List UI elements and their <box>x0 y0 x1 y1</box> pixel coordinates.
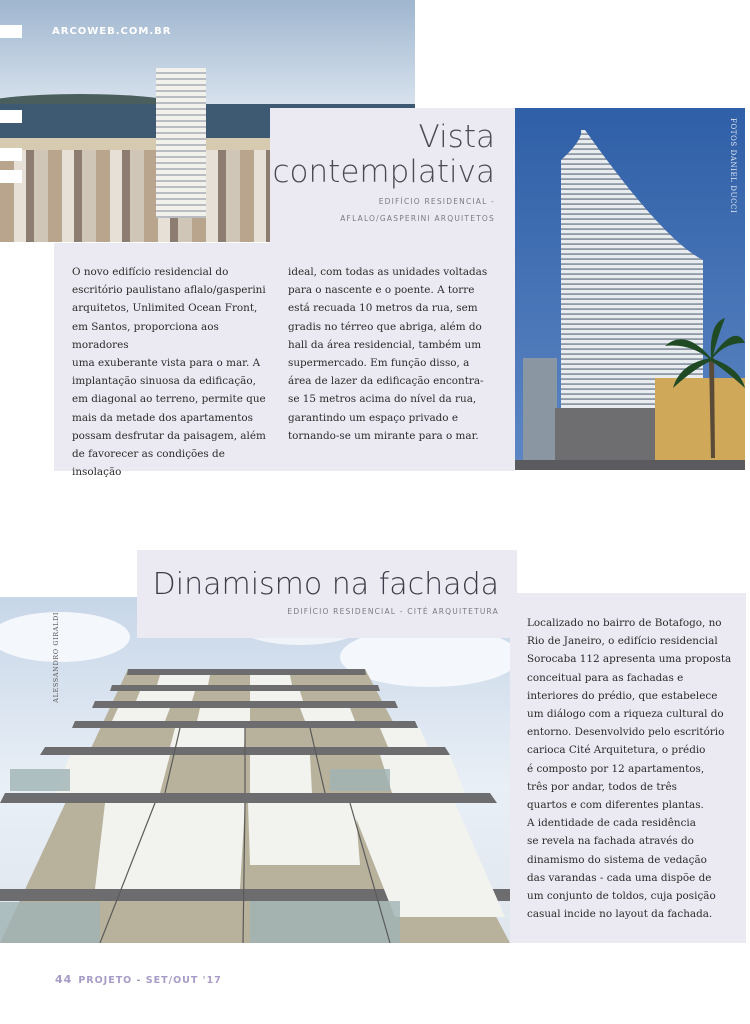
edge-tab <box>0 110 22 123</box>
site-label: ARCOWEB.COM.BR <box>52 26 172 37</box>
article1-body <box>54 243 515 479</box>
article1-subtitle-line1: EDIFÍCIO RESIDENCIAL - <box>378 197 495 206</box>
article2-subtitle: EDIFÍCIO RESIDENCIAL - CITÉ ARQUITETURA <box>287 607 499 616</box>
edge-tab <box>0 148 22 161</box>
article1-title: Vista contemplativa <box>272 119 495 190</box>
article2-body <box>510 593 746 943</box>
article1-subtitle-line2: AFLALO/GASPERINI ARQUITETOS <box>340 214 495 223</box>
facade-photo <box>0 597 510 943</box>
photo-credit-2: ALESSANDRO GIRALDI <box>52 612 60 703</box>
edge-tab <box>0 170 22 183</box>
photo-credit-1: FOTOS DANIEL DUCCI <box>729 118 737 214</box>
page-folio <box>55 973 222 986</box>
curved-tower-photo <box>515 108 745 470</box>
article2-column: Localizado no bairro de Botafogo, no Rio de Janeiro, o edifício residencial Sorocaba 112 apresenta uma proposta conceitual para as fachadas e interiores do prédio, que estabelece um diálogo com a riqueza cultural do entorno. Desenvolvido pelo escritório carioca Cité Arquitetura, o prédio é composto por 12 apartamentos, três por andar, todos de três quartos e com diferentes plantas. A identidade de cada residência se revela na fachada através do dinamismo do sistema de vedação das varandas - cada uma dispõe de um conjunto de toldos, cuja posição casual incide no layout da fachada. <box>527 617 732 921</box>
article1-column-1: O novo edifício residencial do escritório paulistano aflalo/gasperini arquitetos, Unlimited Ocean Front, em Santos, proporciona aos moradores uma exuberante vista para o mar. A implantação sinuosa da edificação, em diagonal ao terreno, permite que mais da metade dos apartamentos possam desfrutar da paisagem, além de favorecer as condições de insolação <box>72 266 266 479</box>
edge-tab <box>0 25 22 38</box>
magazine-issue: PROJETO - SET/OUT '17 <box>78 975 222 986</box>
page-number: 44 <box>55 973 73 986</box>
article1-column-2: ideal, com todas as unidades voltadas para o nascente e o poente. A torre está recuada 10 metros da rua, sem gradis no térreo que abriga, além do hall da área residencial, também um supermercado. Em função disso, a área de lazer da edificação encontra- se 15 metros acima do nível da rua, garantindo um espaço privado e tornando-se um mirante para o mar. <box>288 266 488 442</box>
article2-header <box>137 550 517 638</box>
article1-header <box>270 108 515 243</box>
article2-title: Dinamismo na fachada <box>152 567 499 602</box>
